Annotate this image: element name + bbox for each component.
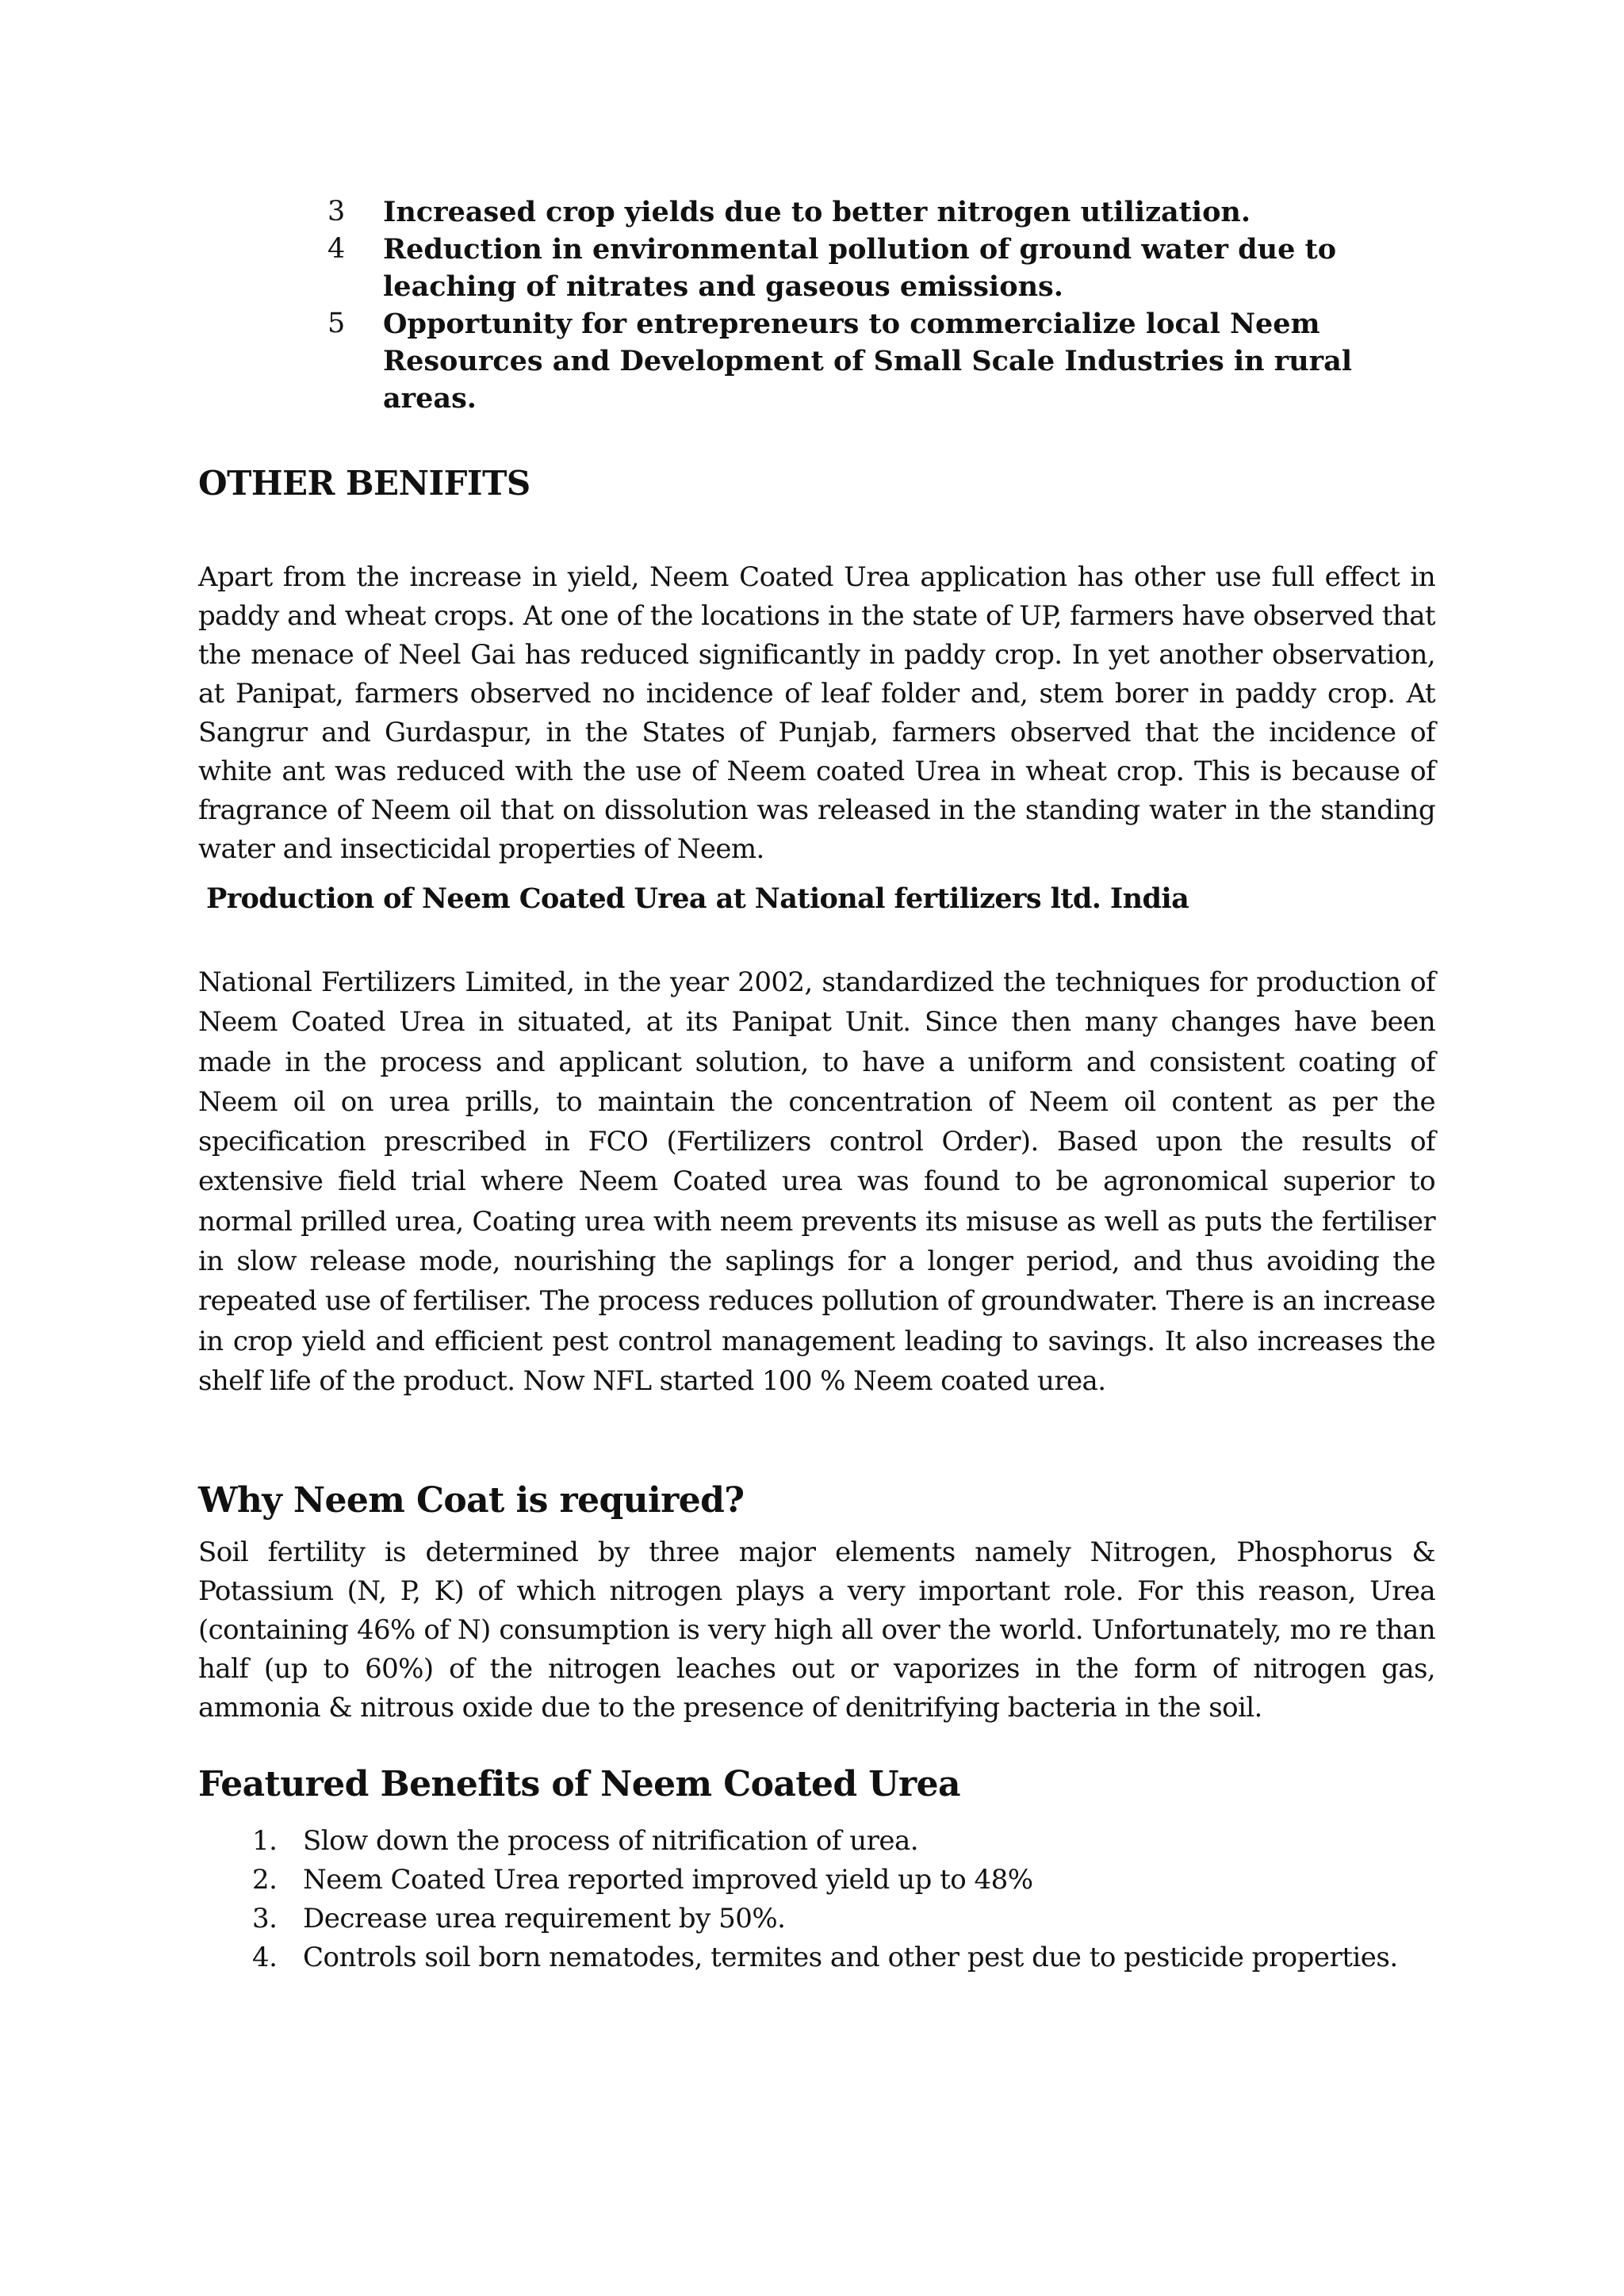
list-item-number: 2. bbox=[252, 1864, 278, 1896]
list-item bbox=[327, 305, 1438, 417]
production-paragraph: National Fertilizers Limited, in the year 2002, standardized the techniques for production of Neem Coated Urea in situated, at its Panipat Unit. Since then many changes have been made in the process and applicant solution, to have a uniform and consistent coating of Neem oil on urea prills, to maintain the concentration of Neem oil content as per the specification prescribed in FCO (Fertilizers control Order). Based upon the results of extensive field trial where Neem Coated urea was found to be agronomical superior to normal prilled urea, Coating urea with neem prevents its misuse as well as puts the fertiliser in slow release mode, nourishing the saplings for a longer period, and thus avoiding the repeated use of fertiliser. The process reduces pollution of groundwater. There is an increase in crop yield and efficient pest control management leading to savings. It also increases the shelf life of the product. Now NFL started 100 % Neem coated urea. bbox=[198, 966, 1435, 1397]
list-item bbox=[327, 193, 1438, 231]
list-item-number: 5 bbox=[327, 308, 346, 339]
list-item-number: 1. bbox=[252, 1825, 278, 1857]
list-item bbox=[252, 1938, 1402, 1977]
list-item bbox=[252, 1861, 1402, 1900]
list-item bbox=[252, 1900, 1402, 1938]
list-item-number: 3 bbox=[327, 196, 346, 228]
list-item bbox=[327, 231, 1438, 305]
list-item-text: Opportunity for entrepreneurs to commercialize local Neem Resources and Development of Small Scale Industries in rural areas. bbox=[383, 308, 1353, 415]
list-item-text: Decrease urea requirement by 50%. bbox=[303, 1903, 786, 1934]
production-heading: Production of Neem Coated Urea at National fertilizers ltd. India bbox=[206, 882, 1189, 915]
why-neem-heading: Why Neem Coat is required? bbox=[198, 1480, 745, 1521]
list-item-text: Controls soil born nematodes, termites and other pest due to pesticide properties. bbox=[303, 1942, 1398, 1973]
list-item-text: Increased crop yields due to better nitrogen utilization. bbox=[383, 196, 1251, 228]
list-item-number: 3. bbox=[252, 1903, 278, 1934]
other-benefits-paragraph: Apart from the increase in yield, Neem Coated Urea application has other use full effect in paddy and wheat crops. At one of the locations in the state of UP, farmers have observed that the menace of Neel Gai has reduced significantly in paddy crop. In yet another observation, at Panipat, farmers observed no incidence of leaf folder and, stem borer in paddy crop. At Sangrur and Gurdaspur, in the States of Punjab, farmers observed that the incidence of white ant was reduced with the use of Neem coated Urea in wheat crop. This is because of fragrance of Neem oil that on dissolution was released in the standing water in the standing water and insecticidal properties of Neem. bbox=[198, 561, 1435, 865]
list-item bbox=[252, 1822, 1402, 1861]
benefits-list-continued bbox=[327, 193, 1438, 417]
list-item-number: 4 bbox=[327, 233, 346, 265]
list-item-text: Reduction in environmental pollution of ground water due to leaching of nitrates and gaseous emissions. bbox=[383, 233, 1337, 303]
featured-benefits-list bbox=[252, 1822, 1402, 1977]
why-neem-paragraph: Soil fertility is determined by three major elements namely Nitrogen, Phosphorus & Potassium (N, P, K) of which nitrogen plays a very important role. For this reason, Urea (containing 46% of N) consumption is very high all over the world. Unfortunately, mo re than half (up to 60%) of the nitrogen leaches out or vaporizes in the form of nitrogen gas, ammonia & nitrous oxide due to the presence of denitrifying bacteria in the soil. bbox=[198, 1536, 1435, 1724]
list-item-number: 4. bbox=[252, 1942, 278, 1973]
featured-benefits-heading: Featured Benefits of Neem Coated Urea bbox=[198, 1764, 960, 1804]
list-item-text: Neem Coated Urea reported improved yield up to 48% bbox=[303, 1864, 1033, 1896]
list-item-text: Slow down the process of nitrification of urea. bbox=[303, 1825, 919, 1857]
other-benefits-heading: OTHER BENIFITS bbox=[198, 464, 530, 503]
